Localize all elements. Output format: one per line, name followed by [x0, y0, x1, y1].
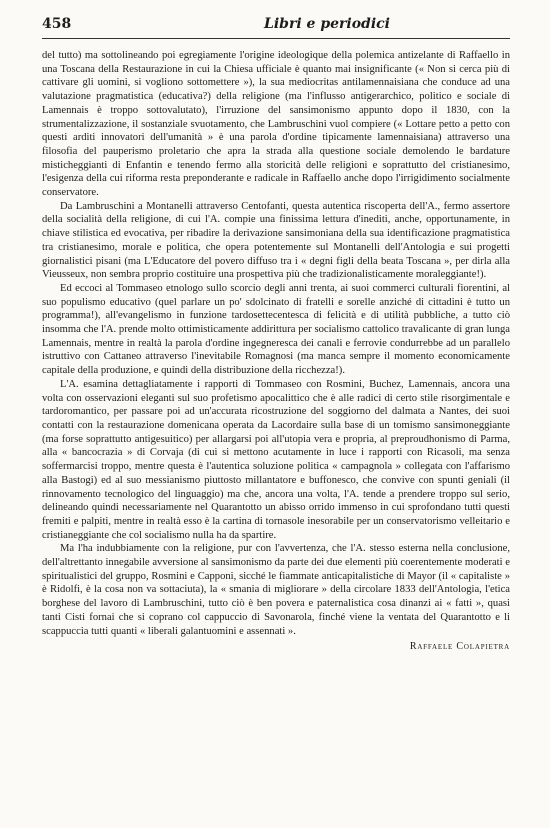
author-signature: Raffaele Colapietra — [409, 641, 510, 653]
paragraph-2: Da Lambruschini a Montanelli attraverso Centofanti, questa autentica riscoperta dell'A., fermo assertore della socialità della religione, di cui l'A. compie una finissima lettura d'inediti, anche, opportunamente, in chiave stilistica ed evocativa, per ribadire la derivazione sansimoniana della sua identificazione pragmatistica tra cristianesimo, morale e politica, che opera potentemente sul Montanelli dell'Antologia e sui progetti giornalistici pisani (ma L'Educatore del povero diffuso tra i « degni figli della beata Toscana », per dirla alla Vieusseux, non sembra proprio costituire una prospettiva più che tradizionalisticamente moraleggiante!). — [42, 200, 510, 281]
page-number: 458 — [42, 16, 72, 32]
paragraph-1: del tutto) ma sottolineando poi egregiamente l'origine ideologique della polemica antizelante di Raffaello in una Toscana della Restaurazione in cui la Chiesa ufficiale è quanto mai insignificante (« Non si cerca più di cattivare gli uomini, si vogliono sottomettere »), la sua mediocritas antilamennaisiana che conduce ad una valutazione pragmatistica (educativa?) della religione (ma l'influsso antigerarchico, politico e sociale di Lamennais è troppo sottovalutato), l'irruzione del sansimonismo appunto dopo il 1830, con la strumentalizzazione, il sostanziale svuotamento, che Lambruschini vuol compiere (« Lottare petto a petto con questi arditi innovatori dell'umanità » è una parola d'ordine tipicamente lamennaisiana) attraverso una filosofia del pauperismo proletario che apra la strada alla questione sociale demolendo le bardature misticheggianti di Enfantin e tenendo fermo alla storicità delle religioni e soprattutto del cristianesimo, l'esigenza della cui riforma resta preponderante e radicale in Raffaello anche dopo l'irrigidimento socialmente conservatore. — [42, 50, 510, 199]
running-title: Libri e periodici — [264, 16, 390, 32]
review-body — [42, 49, 510, 654]
page-header — [42, 16, 510, 39]
paragraph-4: L'A. esamina dettagliatamente i rapporti di Tommaseo con Rosmini, Buchez, Lamennais, ancora una volta con osservazioni eleganti sul suo profetismo apocalittico che è alle radici di certo stile risorgimentale e tardoromantico, per passare poi ad un'accurata ricostruzione del soggiorno del dalmata a Nantes, dei suoi contatti con la restaurazione domenicana operata da Lacordaire sulla base di un tomismo sansimoneggiante (ma forse soprattutto antigesuitico) per allargarsi poi all'utopia vera e propria, al preproudhonismo di Parma, alla « bancocrazia » di Corvaja (di cui si mettono acutamente in luce i rapporti con Ricasoli, ma senza soffermarcisi troppo, mentre questa è l'autentica soluzione politica « campagnola » collegata con l'affarismo alla Bastogi) ed al suo messianismo piuttosto millantatore e buffonesco, che convive con spunti geniali (il rinnovamento tecnologico del linguaggio) ma che, ancora una volta, l'A. tende a prendere troppo sul serio, delineando quindi necessariamente nel Quarantotto un abisso orrido immenso in cui sprofondano tutti questi fremiti e palpiti, mentre in realtà esso è la cartina di tornasole inesorabile per un conservatorismo velleitario e cristianeggiante che col socialismo nulla ha da spartire. — [42, 378, 510, 541]
paragraph-3: Ed eccoci al Tommaseo etnologo sullo scorcio degli anni trenta, ai suoi commerci culturali fiorentini, al suo populismo educativo (quel parlare un po' sdolcinato di fratelli e sorelle anziché di cittadini è tutto un programma!), all'evangelismo in funzione tardosettecentesca di felicità e di utilità pubbliche, a tutto ciò insomma che l'A. prende molto ottimisticamente addirittura per socialismo cattolico travalicante di gran lunga Lamennais, mentre in realtà la parola d'ordine ingegneresca dei canali e ferrovie condurrebbe ad un parallelo istruttivo con Cattaneo attraverso l'inevitabile Romagnosi (ma manca sempre il momento economicamente capitale della produzione, e quindi della distribuzione della ricchezza!). — [42, 282, 510, 377]
paragraph-5: Ma l'ha indubbiamente con la religione, pur con l'avvertenza, che l'A. stesso esterna nella conclusione, dell'altrettanto innegabile avversione al sansimonismo da parte dei due elementi più coerentemente moderati e spiritualistici del gruppo, Rosmini e Capponi, sicché le fiammate anticapitalistiche di Mayor (il « capitaliste » è Ridolfi, è la cosa non va sottaciuta), la « smania di migliorare » della circolare 1833 dell'Antologia, l'etica borghese del lavoro di Lambruschini, tutto ciò è ben povera e paternalistica cosa dinanzi ai « fatti », quasi tanti Cisti fornai che si coprano col cappuccio di Savonarola, finché viene la ventata del Quarantotto e li scappuccia tutti quanti « liberali galantuomini e assennati ». — [42, 543, 510, 637]
